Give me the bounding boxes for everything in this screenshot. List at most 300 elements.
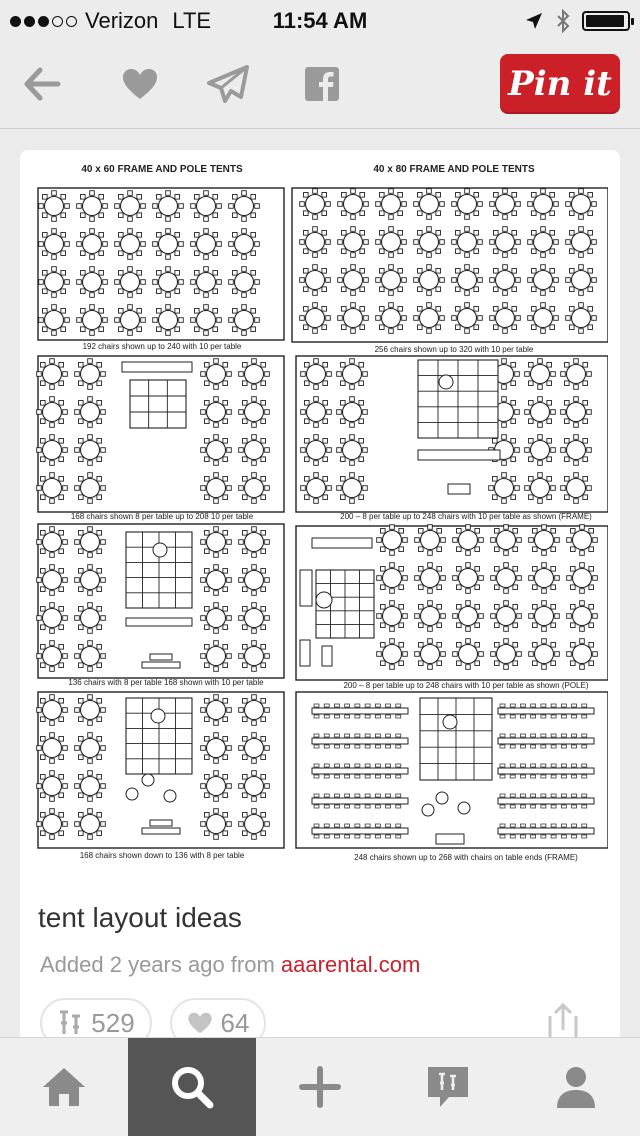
chair (582, 734, 587, 737)
chair (475, 585, 480, 590)
chair (466, 639, 471, 644)
chair (243, 419, 248, 424)
chair (324, 745, 329, 748)
chair (520, 745, 525, 748)
cocktail-table (458, 802, 470, 814)
chair (77, 204, 82, 209)
chair (63, 708, 68, 713)
chair (341, 401, 346, 406)
chair (516, 278, 521, 283)
chair (175, 233, 180, 238)
chair (474, 307, 479, 312)
chair (59, 831, 64, 836)
chair (205, 381, 210, 386)
buffet-table (300, 640, 310, 666)
chair (205, 607, 210, 612)
chair (314, 359, 319, 364)
chair (59, 477, 64, 482)
chair (532, 325, 537, 330)
chair (428, 639, 433, 644)
chair (437, 585, 442, 590)
chair (81, 289, 86, 294)
chair (261, 457, 266, 462)
chair (516, 202, 521, 207)
chair (252, 397, 257, 402)
chair (583, 477, 588, 482)
chair (223, 419, 228, 424)
chair (77, 242, 82, 247)
chair (75, 822, 80, 827)
chair (574, 461, 579, 466)
chair (541, 704, 546, 707)
chair (166, 305, 171, 310)
chair (261, 401, 266, 406)
chair (128, 331, 133, 336)
chair (175, 195, 180, 200)
chair (50, 603, 55, 608)
chair (223, 439, 228, 444)
chair (128, 217, 133, 222)
chair (510, 745, 515, 748)
chair (141, 242, 146, 247)
chair (63, 784, 68, 789)
source-link[interactable]: aaarental.com (280, 952, 421, 977)
chair (52, 217, 57, 222)
chair (491, 614, 496, 619)
chair (528, 316, 533, 321)
chair (342, 307, 347, 312)
chair (265, 746, 270, 751)
chair (375, 794, 380, 797)
chair (205, 531, 210, 536)
chair (398, 231, 403, 236)
chair (529, 477, 534, 482)
chair (572, 715, 577, 718)
chair (334, 764, 339, 767)
chair (517, 576, 522, 581)
chair (239, 486, 244, 491)
cocktail-table (142, 774, 154, 786)
chair (550, 193, 555, 198)
chair (261, 587, 266, 592)
chair (350, 359, 355, 364)
chair (157, 289, 162, 294)
buffet-table (498, 708, 594, 714)
chair (88, 565, 93, 570)
like-count: 64 (220, 1007, 250, 1038)
chair (265, 448, 270, 453)
chair (490, 202, 495, 207)
chair (175, 251, 180, 256)
chair (360, 231, 365, 236)
chair (334, 794, 339, 797)
tab-add[interactable] (256, 1038, 384, 1136)
chair (437, 605, 442, 610)
chair (551, 704, 556, 707)
chair (324, 704, 329, 707)
chair (201, 372, 206, 377)
tab-news[interactable] (384, 1038, 512, 1136)
chair (338, 240, 343, 245)
chair (41, 699, 46, 704)
cocktail-table (164, 790, 176, 802)
chair (403, 614, 408, 619)
chair (261, 477, 266, 482)
chair (542, 563, 547, 568)
battery-icon (582, 11, 630, 31)
chair (574, 473, 579, 478)
heading-40x60: 40 x 60 FRAME AND POLE TENTS (81, 164, 243, 175)
chair (493, 439, 498, 444)
chair (41, 363, 46, 368)
chair (59, 663, 64, 668)
chair (389, 253, 394, 258)
chair (334, 775, 339, 778)
chair (582, 745, 587, 748)
chair (243, 645, 248, 650)
chair (593, 614, 598, 619)
chair (65, 280, 70, 285)
chair (418, 193, 423, 198)
chair (103, 280, 108, 285)
chair (88, 461, 93, 466)
chair (300, 278, 305, 283)
home-icon (40, 1065, 88, 1109)
chair (324, 824, 329, 827)
chair (365, 835, 370, 838)
chair (52, 229, 57, 234)
chair (475, 547, 480, 552)
chair (191, 242, 196, 247)
chair (457, 585, 462, 590)
chair (399, 529, 404, 534)
chair (227, 410, 232, 415)
chair (381, 547, 386, 552)
chair (541, 291, 546, 296)
chair (490, 316, 495, 321)
tab-home[interactable] (0, 1038, 128, 1136)
chair (555, 576, 560, 581)
chair (572, 824, 577, 827)
chair (538, 423, 543, 428)
chair (515, 486, 520, 491)
chair (65, 242, 70, 247)
chair (191, 204, 196, 209)
chair (531, 704, 536, 707)
chair (398, 211, 403, 216)
chair (327, 486, 332, 491)
chair (323, 401, 328, 406)
chair (243, 477, 248, 482)
chair (255, 280, 260, 285)
chair (205, 401, 210, 406)
chair (359, 401, 364, 406)
chair (97, 363, 102, 368)
chair (513, 529, 518, 534)
chair (567, 614, 572, 619)
chair (205, 569, 210, 574)
chair (79, 775, 84, 780)
chair (195, 251, 200, 256)
chair (59, 755, 64, 760)
cocktail-table (126, 788, 138, 800)
chair (88, 473, 93, 478)
chair (97, 755, 102, 760)
chair (252, 603, 257, 608)
heart-icon[interactable] (118, 62, 162, 106)
chair (97, 625, 102, 630)
chair (386, 835, 391, 838)
tab-search[interactable] (128, 1038, 256, 1136)
buffet-table (126, 618, 192, 626)
chair (229, 318, 234, 323)
chair (589, 567, 594, 572)
chair (59, 457, 64, 462)
chair (475, 661, 480, 666)
chair (550, 249, 555, 254)
chair (350, 423, 355, 428)
chair (380, 211, 385, 216)
chair (227, 616, 232, 621)
chair (261, 381, 266, 386)
chair (478, 202, 483, 207)
share-icon[interactable] (542, 1002, 582, 1042)
chair (166, 331, 171, 336)
chair (351, 291, 356, 296)
chair (389, 215, 394, 220)
chair (195, 309, 200, 314)
chair (265, 410, 270, 415)
facebook-icon[interactable] (300, 62, 344, 106)
chair (119, 327, 124, 332)
chair (345, 745, 350, 748)
chair (364, 240, 369, 245)
chair (436, 249, 441, 254)
chair (81, 271, 86, 276)
chair (587, 486, 592, 491)
chair (242, 217, 247, 222)
chair (529, 439, 534, 444)
chair (99, 327, 104, 332)
chair (579, 253, 584, 258)
buffet-table (312, 738, 408, 744)
chair (261, 793, 266, 798)
buffet-table (312, 708, 408, 714)
chair (97, 813, 102, 818)
chair (313, 329, 318, 334)
chair (223, 401, 228, 406)
chair (453, 652, 458, 657)
chair (214, 423, 219, 428)
chair (589, 623, 594, 628)
chair (533, 547, 538, 552)
chair (390, 601, 395, 606)
chair (214, 641, 219, 646)
chair (128, 305, 133, 310)
chair (341, 439, 346, 444)
chair (551, 643, 556, 648)
chair (243, 717, 248, 722)
buffet-table (436, 834, 464, 844)
chair (79, 607, 84, 612)
chair (59, 439, 64, 444)
chair (214, 771, 219, 776)
send-icon[interactable] (206, 62, 250, 106)
chair (593, 576, 598, 581)
chair (572, 745, 577, 748)
chair (119, 271, 124, 276)
chair (503, 291, 508, 296)
chair (512, 287, 517, 292)
pin-image[interactable] (32, 158, 608, 874)
chair (587, 448, 592, 453)
chair (101, 708, 106, 713)
chair (500, 794, 505, 797)
chair (588, 211, 593, 216)
chair (402, 240, 407, 245)
chair (103, 242, 108, 247)
repin-icon (57, 1010, 83, 1036)
chair (419, 529, 424, 534)
chair (551, 448, 556, 453)
chair (213, 251, 218, 256)
chair (81, 309, 86, 314)
chair (223, 775, 228, 780)
chair (419, 623, 424, 628)
chair (201, 486, 206, 491)
chair (554, 202, 559, 207)
chair (223, 755, 228, 760)
chair (572, 704, 577, 707)
chair (466, 525, 471, 530)
chair (119, 233, 124, 238)
chair (511, 477, 516, 482)
chair (233, 309, 238, 314)
chair (213, 271, 218, 276)
chair (251, 271, 256, 276)
chair (511, 439, 516, 444)
chair (359, 495, 364, 500)
chair (551, 623, 556, 628)
chair (452, 202, 457, 207)
chair (376, 278, 381, 283)
tab-profile[interactable] (512, 1038, 640, 1136)
caption-6: 200 – 8 per table up to 248 chairs with 10 per table as shown (POLE) (343, 681, 589, 690)
chair (588, 307, 593, 312)
chair (119, 289, 124, 294)
chair (513, 547, 518, 552)
chair (239, 746, 244, 751)
chair (239, 448, 244, 453)
chair (214, 667, 219, 672)
chair (386, 794, 391, 797)
chair (265, 578, 270, 583)
caption-8: 248 chairs shown up to 268 with chairs on table ends (FRAME) (354, 853, 578, 862)
chair (305, 363, 310, 368)
chair (63, 578, 68, 583)
chair (345, 734, 350, 737)
chair (242, 255, 247, 260)
chair (90, 229, 95, 234)
chair (342, 287, 347, 292)
dance-floor (130, 380, 186, 428)
chair (579, 215, 584, 220)
chair (375, 764, 380, 767)
chair (324, 805, 329, 808)
chair (261, 813, 266, 818)
location-icon (524, 11, 544, 31)
chair (474, 287, 479, 292)
chair (223, 495, 228, 500)
chair (529, 419, 534, 424)
chair (97, 381, 102, 386)
chair (529, 401, 534, 406)
chair (380, 307, 385, 312)
chair (239, 540, 244, 545)
chair (59, 549, 64, 554)
chair (213, 233, 218, 238)
chair (233, 213, 238, 218)
chair (128, 293, 133, 298)
chair (565, 477, 570, 482)
chair (541, 715, 546, 718)
chair (418, 269, 423, 274)
chair (495, 567, 500, 572)
chair (399, 661, 404, 666)
chair (389, 227, 394, 232)
chair (566, 240, 571, 245)
pin-it-button[interactable]: Pin it (500, 54, 620, 114)
chair (326, 278, 331, 283)
chair (580, 665, 585, 670)
chair (504, 589, 509, 594)
chair (580, 563, 585, 568)
chair (500, 734, 505, 737)
chair (79, 531, 84, 536)
back-arrow-icon[interactable] (20, 62, 64, 106)
network-type: LTE (172, 8, 212, 33)
chair (465, 253, 470, 258)
chair (50, 359, 55, 364)
chair (137, 233, 142, 238)
chair (579, 227, 584, 232)
chair (50, 835, 55, 840)
chair (97, 717, 102, 722)
chair (103, 204, 108, 209)
chair (242, 305, 247, 310)
chair (551, 486, 556, 491)
chair (79, 645, 84, 650)
chair (97, 419, 102, 424)
chair (478, 240, 483, 245)
caption-5: 136 chairs with 8 per table 168 shown with 10 per table (68, 678, 264, 687)
chair (399, 643, 404, 648)
chair (541, 835, 546, 838)
chair (251, 327, 256, 332)
chair (589, 605, 594, 610)
chair (304, 193, 309, 198)
chair (475, 623, 480, 628)
chair (223, 363, 228, 368)
chair (314, 473, 319, 478)
chair (205, 717, 210, 722)
chair (437, 567, 442, 572)
chair (551, 410, 556, 415)
chair (205, 645, 210, 650)
chair (243, 587, 248, 592)
chair (377, 652, 382, 657)
chair (75, 372, 80, 377)
